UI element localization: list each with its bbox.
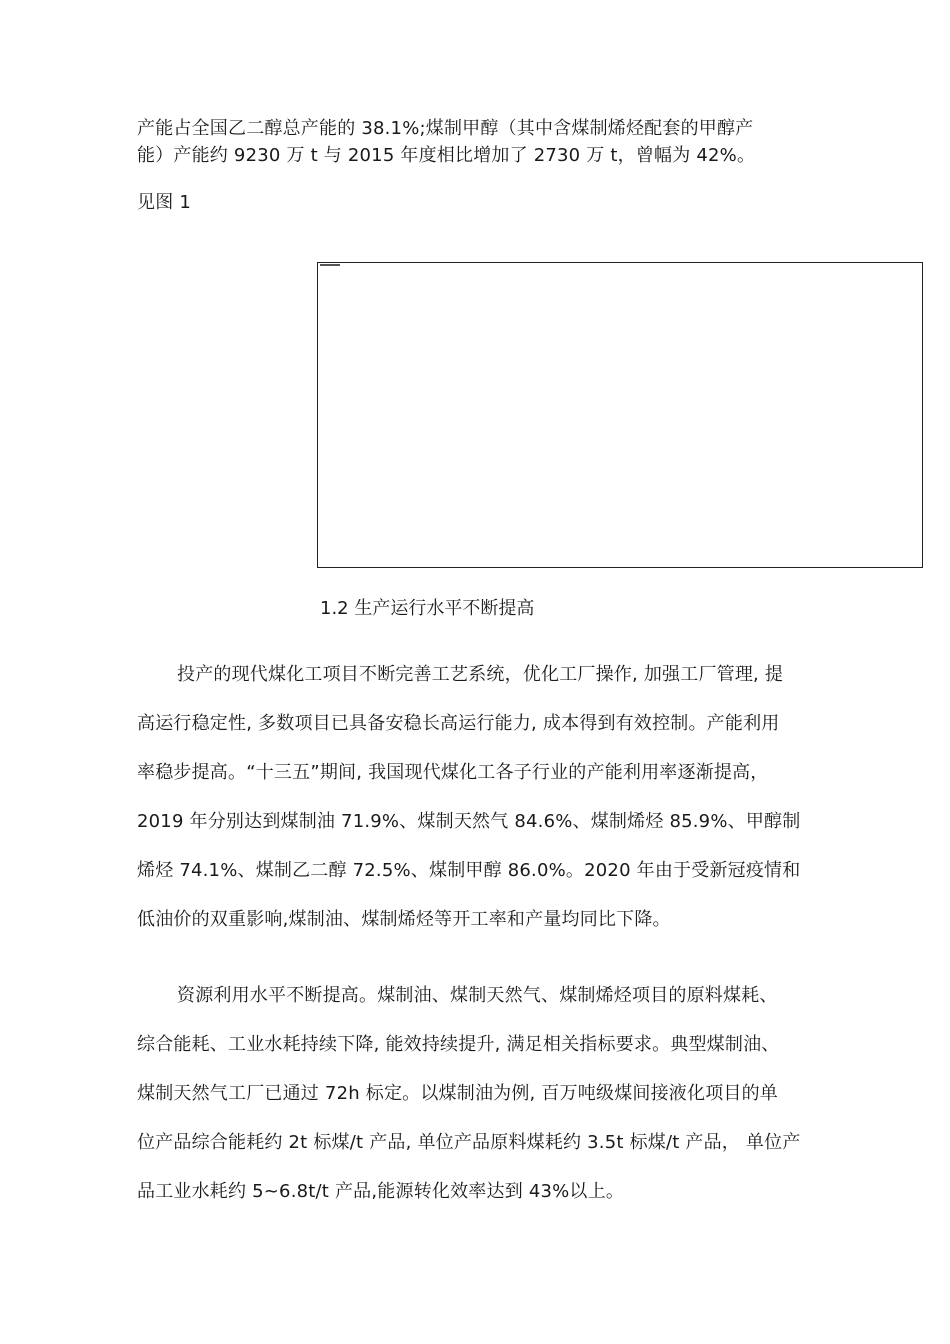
paragraph1-line-4: 2019 年分别达到煤制油 71.9%、煤制天然气 84.6%、煤制烯烃 85.9%、甲醇制 (137, 811, 801, 832)
see-figure-reference: 见图 1 (137, 192, 191, 213)
paragraph2-line-2: 综合能耗、工业水耗持续下降, 能效持续提升, 满足相关指标要求。典型煤制油、 (137, 1034, 780, 1055)
paragraph2-line-1: 资源利用水平不断提高。煤制油、煤制天然气、煤制烯烃项目的原料煤耗、 (177, 985, 778, 1006)
paragraph1-line-6: 低油价的双重影响,煤制油、煤制烯烃等开工率和产量均同比下降。 (137, 909, 671, 930)
paragraph2-line-3: 煤制天然气工厂已通过 72h 标定。以煤制油为例, 百万吨级煤间接液化项目的单 (137, 1083, 778, 1104)
section-heading: 1.2 生产运行水平不断提高 (320, 598, 535, 619)
paragraph1-line-2: 高运行稳定性, 多数项目已具备安稳长高运行能力, 成本得到有效控制。产能利用 (137, 713, 780, 734)
paragraph1-line-3: 率稳步提高。“十三五”期间, 我国现代煤化工各子行业的产能利用率逐渐提高， (137, 762, 769, 783)
intro-line-1: 产能占全国乙二醇总产能的 38.1%;煤制甲醇（其中含煤制烯烃配套的甲醇产 (137, 118, 754, 139)
intro-line-2: 能）产能约 9230 万 t 与 2015 年度相比增加了 2730 万 t，曾幅为 42%。 (137, 145, 756, 166)
paragraph2-line-5: 品工业水耗约 5~6.8t/t 产品,能源转化效率达到 43%以上。 (137, 1181, 625, 1202)
paragraph1-line-5: 烯烃 74.1%、煤制乙二醇 72.5%、煤制甲醇 86.0%。2020 年由于受新冠疫情和 (137, 860, 801, 881)
paragraph2-line-4: 位产品综合能耗约 2t 标煤/t 产品, 单位产品原料煤耗约 3.5t 标煤/t 产品， 单位产 (137, 1132, 801, 1153)
paragraph1-line-1: 投产的现代煤化工项目不断完善工艺系统，优化工厂操作, 加强工厂管理, 提 (177, 664, 784, 685)
figure-corner-mark (320, 264, 340, 266)
figure-1-placeholder (317, 262, 923, 568)
